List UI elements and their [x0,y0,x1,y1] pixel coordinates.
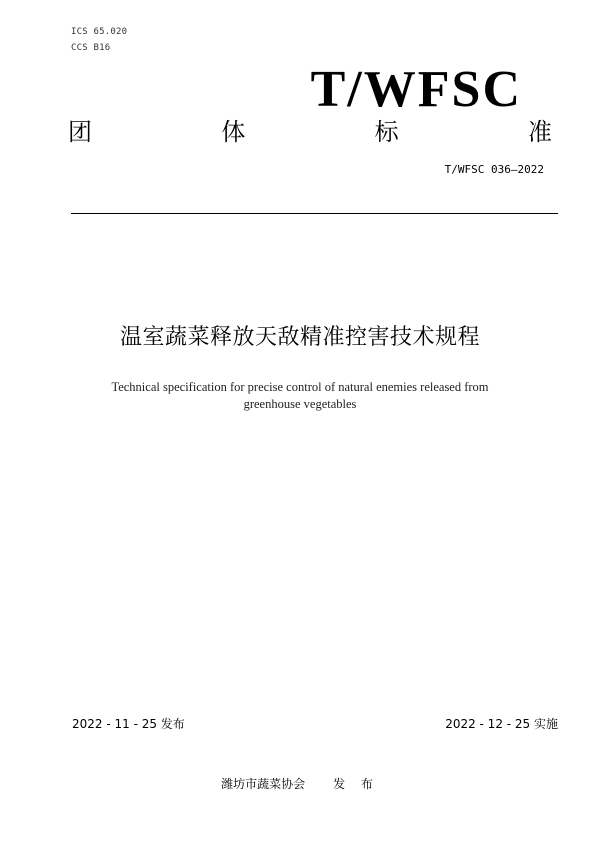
title-english-line: Technical specification for precise control of natural enemies released from [111,380,489,394]
standard-number: T/WFSC 036—2022 [444,163,544,176]
title-english [80,379,520,413]
publisher-action: 发 布 [333,777,379,791]
title-english-line: greenhouse vegetables [243,397,357,411]
standard-type-char: 标 [374,118,399,146]
standard-type-char: 体 [221,118,246,146]
standard-mark: T/WFSC [310,61,522,118]
ccs-code: CCS B16 [71,43,111,53]
standard-type-char: 团 [68,118,92,146]
publisher-organization: 潍坊市蔬菜协会 [221,777,306,791]
title-chinese: 温室蔬菜释放天敌精准控害技术规程 [119,325,480,350]
issue-date: 2022 - 11 - 25 发布 [72,717,185,731]
standard-type [68,115,552,149]
standard-type-char: 准 [527,118,552,146]
header-divider [71,213,558,214]
ics-code: ICS 65.020 [71,27,128,37]
publisher-line [0,775,600,793]
implementation-date: 2022 - 12 - 25 实施 [445,717,558,731]
